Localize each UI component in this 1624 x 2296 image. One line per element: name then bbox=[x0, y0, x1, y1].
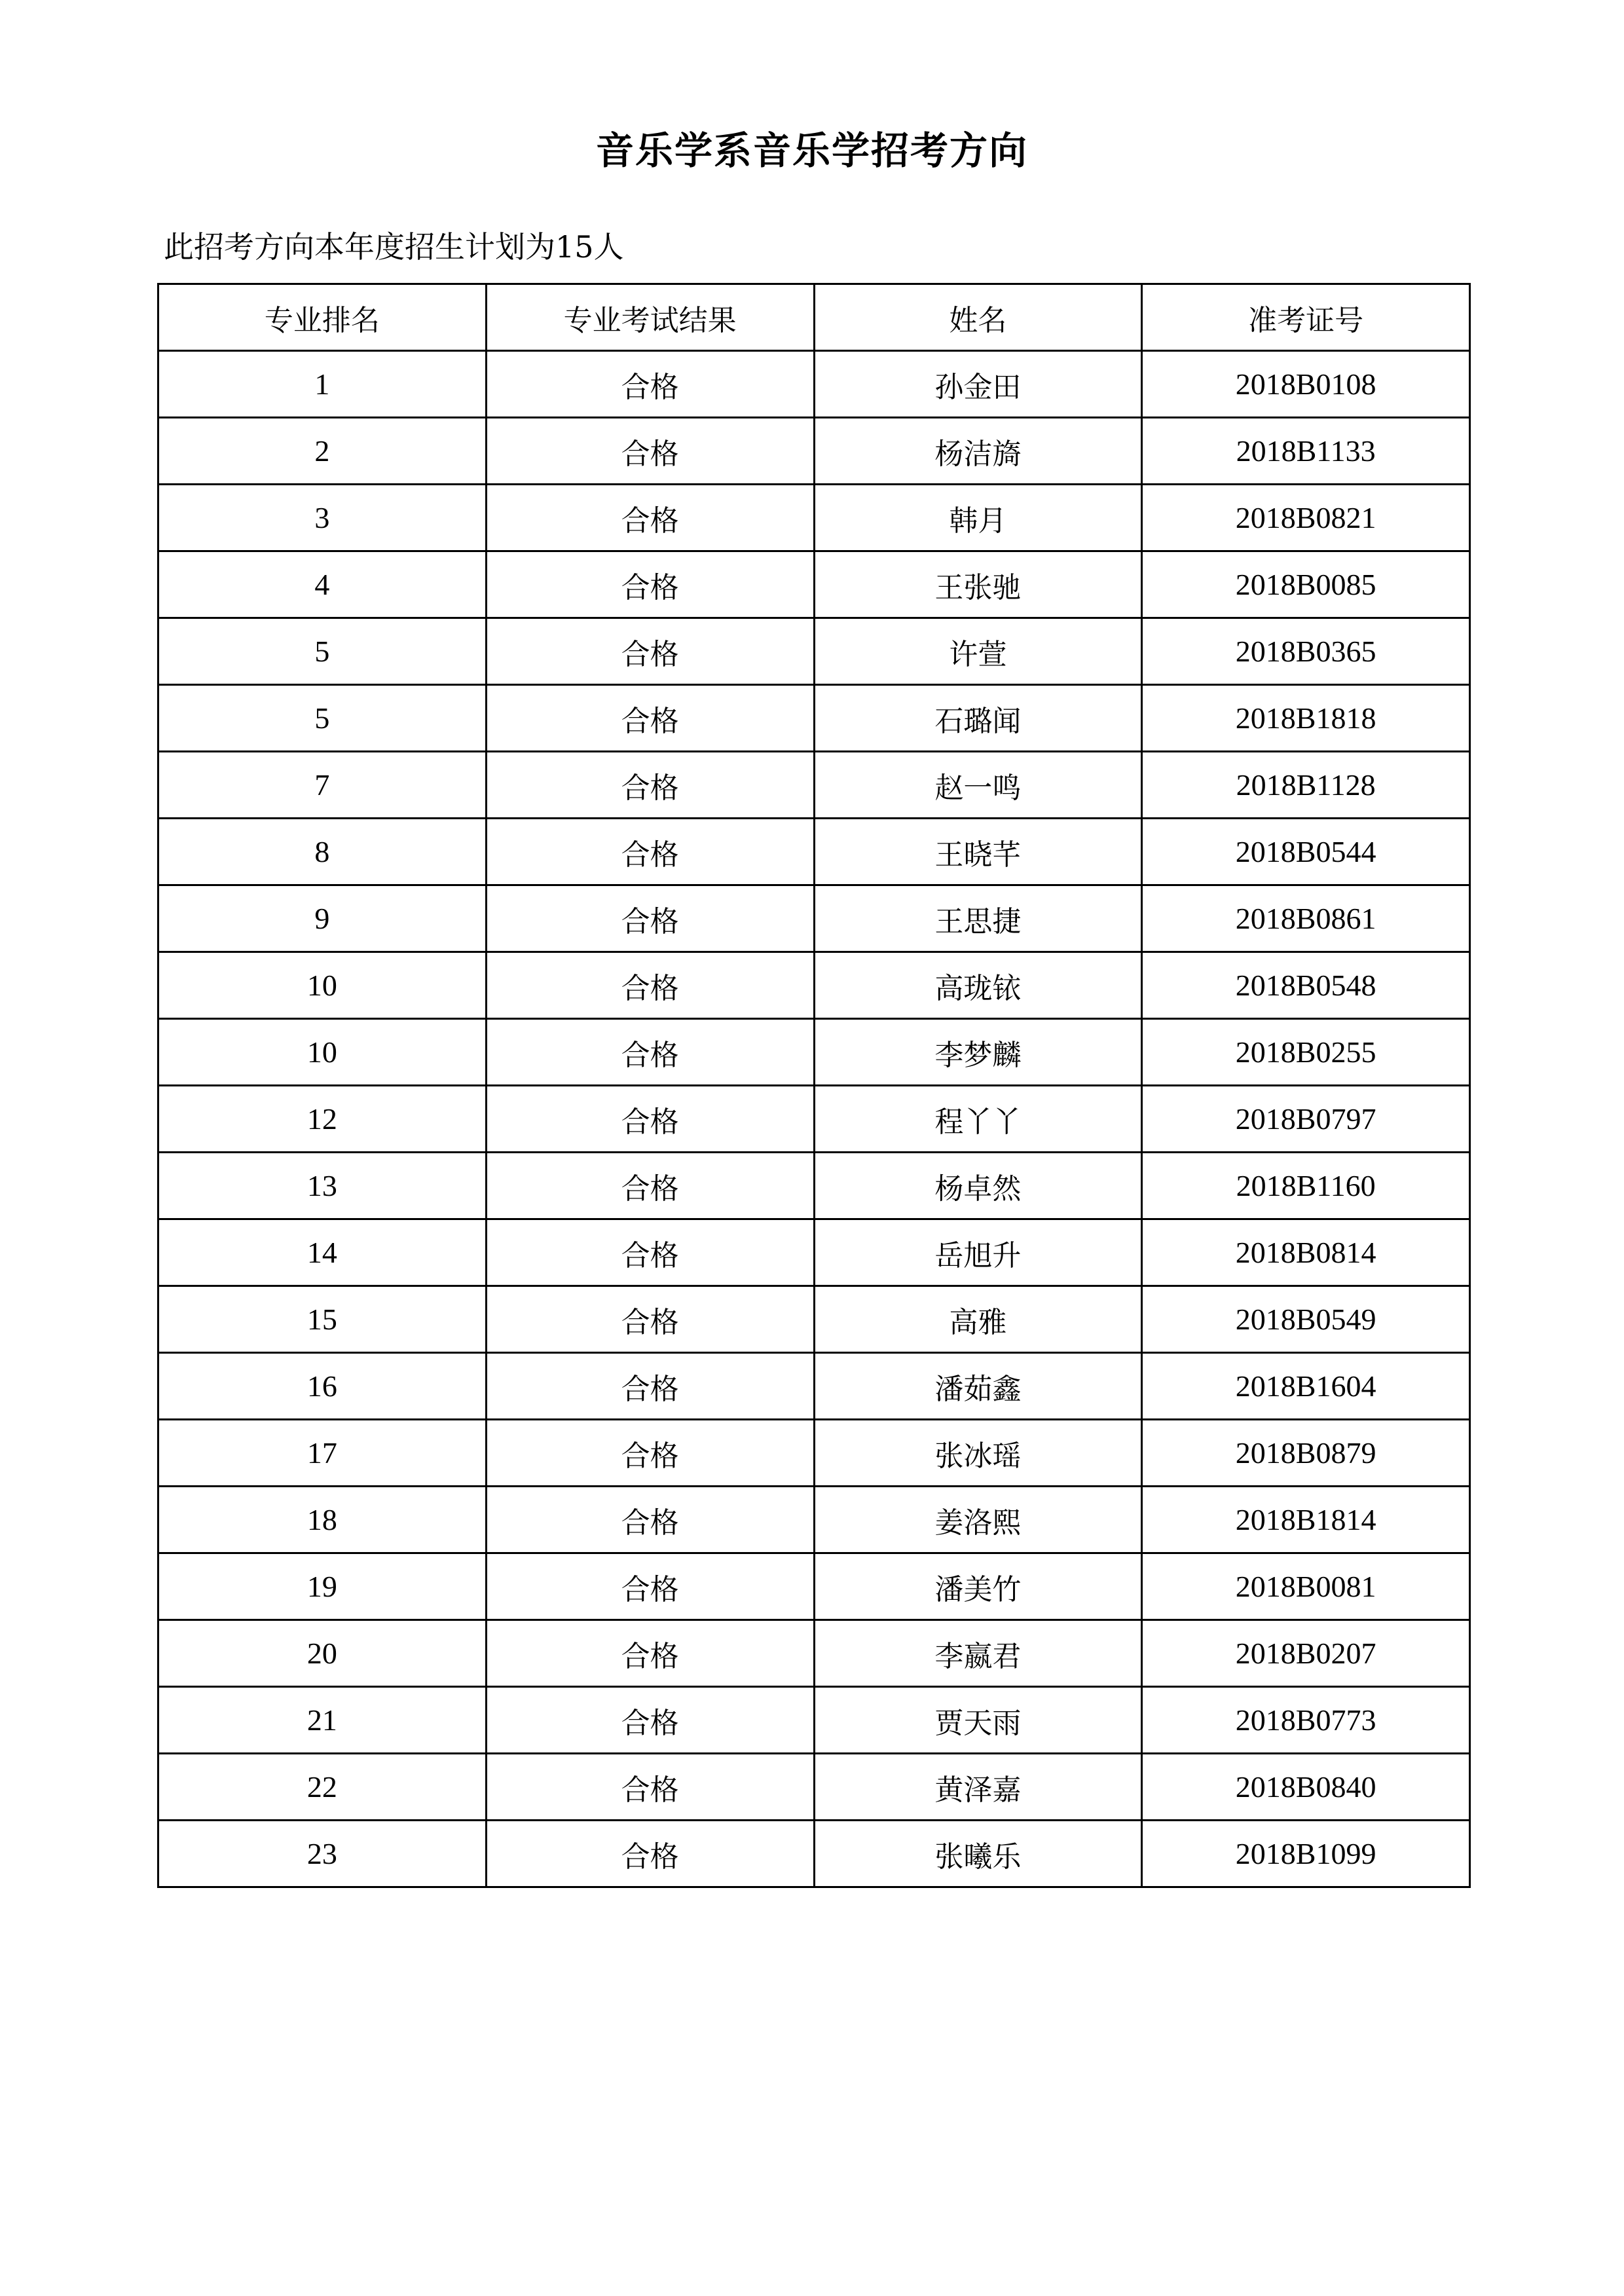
table-row bbox=[158, 618, 1470, 685]
exam-result-cell: 合格 bbox=[486, 1019, 814, 1086]
name-cell: 赵一鸣 bbox=[814, 752, 1142, 819]
exam-result-cell: 合格 bbox=[486, 1687, 814, 1754]
exam-result-cell: 合格 bbox=[486, 1620, 814, 1687]
rank-cell: 10 bbox=[158, 1019, 487, 1086]
rank-cell: 5 bbox=[158, 685, 487, 752]
exam-result-cell: 合格 bbox=[486, 1754, 814, 1821]
table-row bbox=[158, 551, 1470, 618]
header-exam-result: 专业考试结果 bbox=[486, 284, 814, 351]
results-table bbox=[157, 283, 1471, 1888]
header-name: 姓名 bbox=[814, 284, 1142, 351]
rank-cell: 4 bbox=[158, 551, 487, 618]
table-row bbox=[158, 1219, 1470, 1286]
table-row bbox=[158, 885, 1470, 952]
name-cell: 高珑铱 bbox=[814, 952, 1142, 1019]
exam-result-cell: 合格 bbox=[486, 1553, 814, 1620]
table-row bbox=[158, 485, 1470, 551]
results-table-body bbox=[158, 351, 1470, 1887]
name-cell: 张冰瑶 bbox=[814, 1420, 1142, 1487]
table-row bbox=[158, 685, 1470, 752]
exam-result-cell: 合格 bbox=[486, 1153, 814, 1219]
name-cell: 程丫丫 bbox=[814, 1086, 1142, 1153]
name-cell: 王张驰 bbox=[814, 551, 1142, 618]
rank-cell: 2 bbox=[158, 418, 487, 485]
table-row bbox=[158, 1353, 1470, 1420]
exam-result-cell: 合格 bbox=[486, 551, 814, 618]
rank-cell: 7 bbox=[158, 752, 487, 819]
header-admission-number: 准考证号 bbox=[1142, 284, 1470, 351]
name-cell: 李嬴君 bbox=[814, 1620, 1142, 1687]
name-cell: 黄泽嘉 bbox=[814, 1754, 1142, 1821]
rank-cell: 17 bbox=[158, 1420, 487, 1487]
name-cell: 李梦麟 bbox=[814, 1019, 1142, 1086]
admission-number-cell: 2018B1604 bbox=[1142, 1353, 1470, 1420]
rank-cell: 12 bbox=[158, 1086, 487, 1153]
exam-result-cell: 合格 bbox=[486, 1286, 814, 1353]
name-cell: 许萱 bbox=[814, 618, 1142, 685]
exam-result-cell: 合格 bbox=[486, 1821, 814, 1887]
page-title: 音乐学系音乐学招考方向 bbox=[595, 128, 1028, 173]
table-row bbox=[158, 952, 1470, 1019]
admission-number-cell: 2018B0108 bbox=[1142, 351, 1470, 418]
table-row bbox=[158, 1153, 1470, 1219]
admission-number-cell: 2018B1818 bbox=[1142, 685, 1470, 752]
table-row bbox=[158, 1553, 1470, 1620]
table-row bbox=[158, 1019, 1470, 1086]
admission-number-cell: 2018B0797 bbox=[1142, 1086, 1470, 1153]
admission-number-cell: 2018B0081 bbox=[1142, 1553, 1470, 1620]
exam-result-cell: 合格 bbox=[486, 1487, 814, 1553]
name-cell: 贾天雨 bbox=[814, 1687, 1142, 1754]
table-row bbox=[158, 1286, 1470, 1353]
exam-result-cell: 合格 bbox=[486, 685, 814, 752]
table-row bbox=[158, 1821, 1470, 1887]
table-row bbox=[158, 351, 1470, 418]
exam-result-cell: 合格 bbox=[486, 418, 814, 485]
rank-cell: 8 bbox=[158, 819, 487, 885]
exam-result-cell: 合格 bbox=[486, 952, 814, 1019]
name-cell: 韩月 bbox=[814, 485, 1142, 551]
name-cell: 姜洛熙 bbox=[814, 1487, 1142, 1553]
table-row bbox=[158, 1620, 1470, 1687]
name-cell: 孙金田 bbox=[814, 351, 1142, 418]
rank-cell: 23 bbox=[158, 1821, 487, 1887]
rank-cell: 1 bbox=[158, 351, 487, 418]
name-cell: 杨洁旖 bbox=[814, 418, 1142, 485]
admission-number-cell: 2018B0544 bbox=[1142, 819, 1470, 885]
name-cell: 岳旭升 bbox=[814, 1219, 1142, 1286]
admission-number-cell: 2018B0207 bbox=[1142, 1620, 1470, 1687]
rank-cell: 16 bbox=[158, 1353, 487, 1420]
exam-result-cell: 合格 bbox=[486, 885, 814, 952]
table-row bbox=[158, 1420, 1470, 1487]
admission-number-cell: 2018B0548 bbox=[1142, 952, 1470, 1019]
admission-number-cell: 2018B0773 bbox=[1142, 1687, 1470, 1754]
table-row bbox=[158, 1754, 1470, 1821]
rank-cell: 13 bbox=[158, 1153, 487, 1219]
rank-cell: 3 bbox=[158, 485, 487, 551]
table-row bbox=[158, 752, 1470, 819]
name-cell: 高雅 bbox=[814, 1286, 1142, 1353]
name-cell: 杨卓然 bbox=[814, 1153, 1142, 1219]
exam-result-cell: 合格 bbox=[486, 618, 814, 685]
rank-cell: 15 bbox=[158, 1286, 487, 1353]
rank-cell: 18 bbox=[158, 1487, 487, 1553]
exam-result-cell: 合格 bbox=[486, 1219, 814, 1286]
admission-number-cell: 2018B0549 bbox=[1142, 1286, 1470, 1353]
exam-result-cell: 合格 bbox=[486, 351, 814, 418]
rank-cell: 9 bbox=[158, 885, 487, 952]
admission-number-cell: 2018B0821 bbox=[1142, 485, 1470, 551]
exam-result-cell: 合格 bbox=[486, 819, 814, 885]
admission-number-cell: 2018B1160 bbox=[1142, 1153, 1470, 1219]
table-row bbox=[158, 819, 1470, 885]
name-cell: 潘茹鑫 bbox=[814, 1353, 1142, 1420]
admission-number-cell: 2018B0840 bbox=[1142, 1754, 1470, 1821]
rank-cell: 21 bbox=[158, 1687, 487, 1754]
name-cell: 张曦乐 bbox=[814, 1821, 1142, 1887]
exam-result-cell: 合格 bbox=[486, 752, 814, 819]
admission-number-cell: 2018B0085 bbox=[1142, 551, 1470, 618]
admission-number-cell: 2018B0879 bbox=[1142, 1420, 1470, 1487]
name-cell: 王晓芊 bbox=[814, 819, 1142, 885]
rank-cell: 5 bbox=[158, 618, 487, 685]
admission-number-cell: 2018B1099 bbox=[1142, 1821, 1470, 1887]
admission-number-cell: 2018B0365 bbox=[1142, 618, 1470, 685]
enrollment-plan-note: 此招考方向本年度招生计划为15人 bbox=[164, 229, 624, 265]
exam-result-cell: 合格 bbox=[486, 1420, 814, 1487]
rank-cell: 19 bbox=[158, 1553, 487, 1620]
table-row bbox=[158, 1487, 1470, 1553]
admission-number-cell: 2018B1814 bbox=[1142, 1487, 1470, 1553]
table-row bbox=[158, 1687, 1470, 1754]
name-cell: 王思捷 bbox=[814, 885, 1142, 952]
rank-cell: 20 bbox=[158, 1620, 487, 1687]
rank-cell: 14 bbox=[158, 1219, 487, 1286]
exam-result-cell: 合格 bbox=[486, 485, 814, 551]
admission-number-cell: 2018B0255 bbox=[1142, 1019, 1470, 1086]
admission-number-cell: 2018B0861 bbox=[1142, 885, 1470, 952]
admission-number-cell: 2018B1133 bbox=[1142, 418, 1470, 485]
name-cell: 石璐闻 bbox=[814, 685, 1142, 752]
exam-result-cell: 合格 bbox=[486, 1086, 814, 1153]
table-row bbox=[158, 418, 1470, 485]
rank-cell: 22 bbox=[158, 1754, 487, 1821]
table-header-row bbox=[158, 284, 1470, 351]
rank-cell: 10 bbox=[158, 952, 487, 1019]
header-rank: 专业排名 bbox=[158, 284, 487, 351]
exam-result-cell: 合格 bbox=[486, 1353, 814, 1420]
name-cell: 潘美竹 bbox=[814, 1553, 1142, 1620]
admission-number-cell: 2018B0814 bbox=[1142, 1219, 1470, 1286]
admission-number-cell: 2018B1128 bbox=[1142, 752, 1470, 819]
table-row bbox=[158, 1086, 1470, 1153]
